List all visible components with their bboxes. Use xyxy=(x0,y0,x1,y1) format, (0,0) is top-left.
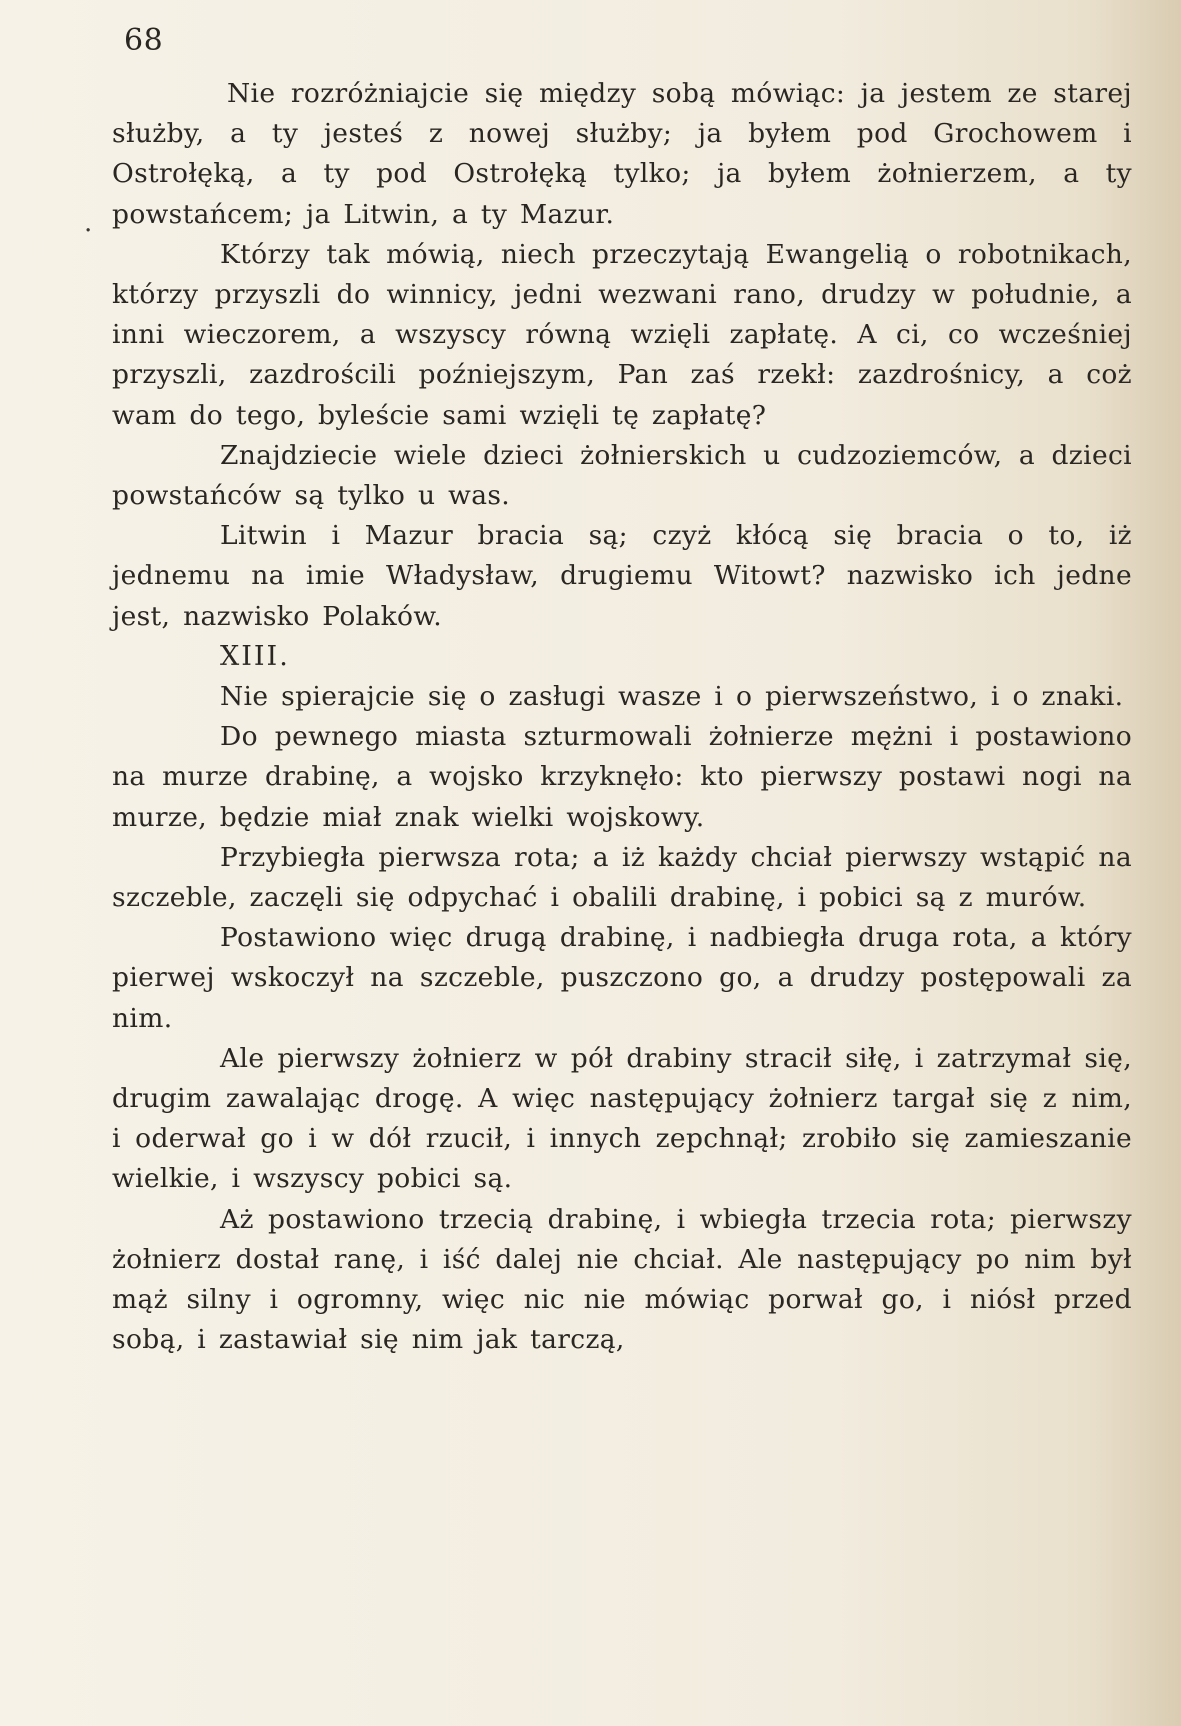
page-body xyxy=(112,74,1132,1361)
paragraph: Aż postawiono trzecią drabinę, i wbiegła trzecia rota; pierwszy żołnierz dostał ranę, i iść dalej nie chciał. Ale następujący po nim był mąż silny i ogromny, więc nic nie mówiąc porwał go, i niósł przed sobą, i zastawiał się nim jak tarczą, xyxy=(112,1203,1132,1356)
paragraph: Nie spierajcie się o zasługi wasze i o pierwszeństwo, i o znaki. xyxy=(220,681,1124,713)
paragraph: Którzy tak mówią, niech przeczytają Ewangelią o robotnikach, którzy przyszli do winnicy, jedni wezwani rano, drudzy w południe, a inni wieczorem, a wszyscy równą wzięli zapłatę. A ci, co wcześniej przyszli, zazdrościli poźniejszym, Pan zaś rzekł: zazdrośnicy, a coż wam do tego, byleście sami wzięli tę zapłatę? xyxy=(112,238,1132,431)
page-number: 68 xyxy=(124,23,164,58)
paragraph: Znajdziecie wiele dzieci żołnierskich u cudzoziemców, a dzieci powstańców są tylko u was. xyxy=(112,439,1132,512)
paragraph: Nie rozróżniajcie się między sobą mówiąc: ja jestem ze starej służby, a ty jesteś z nowej służby; ja byłem pod Grochowem i Ostrołęką, a ty pod Ostrołęką tylko; ja byłem żołnierzem, a ty powstańcem; ja Litwin, a ty Mazur. xyxy=(112,78,1132,230)
paragraph: Ale pierwszy żołnierz w pół drabiny stracił siłę, i zatrzymał się, drugim zawalając drogę. A więc następujący żołnierz targał się z nim, i oderwał go i w dół rzucił, i innych zepchnął; zrobiło się zamieszanie wielkie, i wszyscy pobici są. xyxy=(112,1042,1132,1195)
chapter-heading: XIII. xyxy=(220,640,290,672)
paragraph: Litwin i Mazur bracia są; czyż kłócą się bracia o to, iż jednemu na imie Władysław, drugiemu Witowt? nazwisko ich jedne jest, nazwisko Polaków. xyxy=(112,520,1132,632)
paragraph: Do pewnego miasta szturmowali żołnierze mężni i postawiono na murze drabinę, a wojsko krzyknęło: kto pierwszy postawi nogi na murze, będzie miał znak wielki wojskowy. xyxy=(112,721,1132,833)
print-speck: . xyxy=(84,208,93,238)
paragraph: Przybiegła pierwsza rota; a iż każdy chciał pierwszy wstąpić na szczeble, zaczęli się odpychać i obalili drabinę, i pobici są z murów. xyxy=(112,841,1132,914)
paragraph: Postawiono więc drugą drabinę, i nadbiegła druga rota, a który pierwej wskoczył na szczeble, puszczono go, a drudzy postępowali za nim. xyxy=(112,922,1132,1034)
